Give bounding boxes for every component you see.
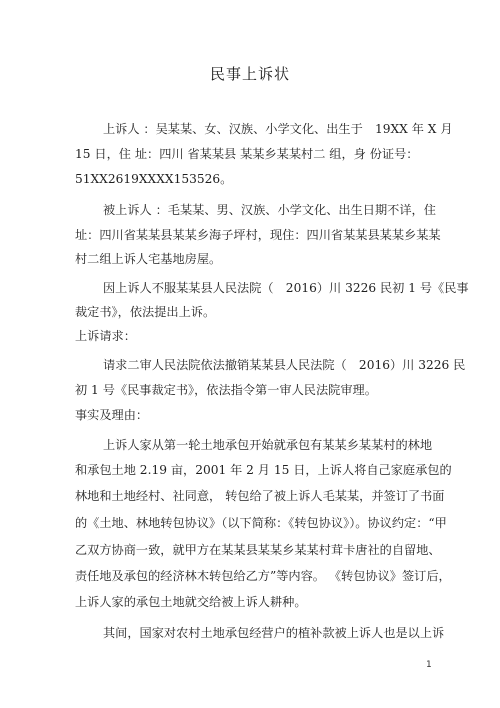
text-line: 址：四川省某某县某某乡海子坪村，现住：四川省某某县某某乡某某 [75,228,441,242]
section-heading: 事实及理由： [75,408,149,422]
page-number: 1 [426,660,432,670]
text-line: 51XX2619XXXX153526。 [75,172,233,186]
section-heading: 上诉请求： [75,329,136,343]
text-line: 上诉人家从第一轮土地承包开始就承包有某某乡某某村的林地 [103,438,433,452]
text-line: 裁定书》，依法提出上诉。 [75,305,216,319]
text-line: 的《土地、林地转包协议》（以下简称：《转包协议》）。协议约定：“甲 [75,516,447,530]
text-line: 和承包土地 2.19 亩，2001 年 2 月 15 日，上诉人将自己家庭承包的 [75,463,452,477]
text-line: 被上诉人 ：毛某某、男、汉族、小学文化、出生日期不详，住 [103,203,436,217]
text-line: 乙双方协商一致，就甲方在某某县某某乡某某村茸卡唐社的自留地、 [75,543,441,557]
text-line: 初 1 号《民事裁定书》，依法指令第一审人民法院审理。 [75,383,377,397]
text-line: 林地和土地经村、社同意， 转包给了被上诉人毛某某，并签订了书面 [75,489,445,503]
text-line: 责任地及承包的经济林木转包给乙方”等内容。 《转包协议》签订后， [75,569,451,583]
text-line: 因上诉人不服某某县人民法院（ 2016）川 3226 民初 1 号《民事 [103,281,469,295]
text-line: 15 日，住 址：四川 省某某县 某某乡某某村二 组，身 份证号： [75,147,419,161]
text-line: 请求二审人民法院依法撤销某某县人民法院（ 2016）川 3226 民 [103,358,466,372]
text-line: 上诉人家的承包土地就交给被上诉人耕种。 [75,595,307,609]
text-line: 上诉人 ：吴某某、女、汉族、小学文化、出生于 19XX 年 X 月 [103,122,453,136]
document-title: 民事上诉状 [209,65,290,83]
text-line: 其间，国家对农村土地承包经营户的植补款被上诉人也是以上诉 [103,626,445,640]
text-line: 村二组上诉人宅基地房屋。 [75,252,222,266]
